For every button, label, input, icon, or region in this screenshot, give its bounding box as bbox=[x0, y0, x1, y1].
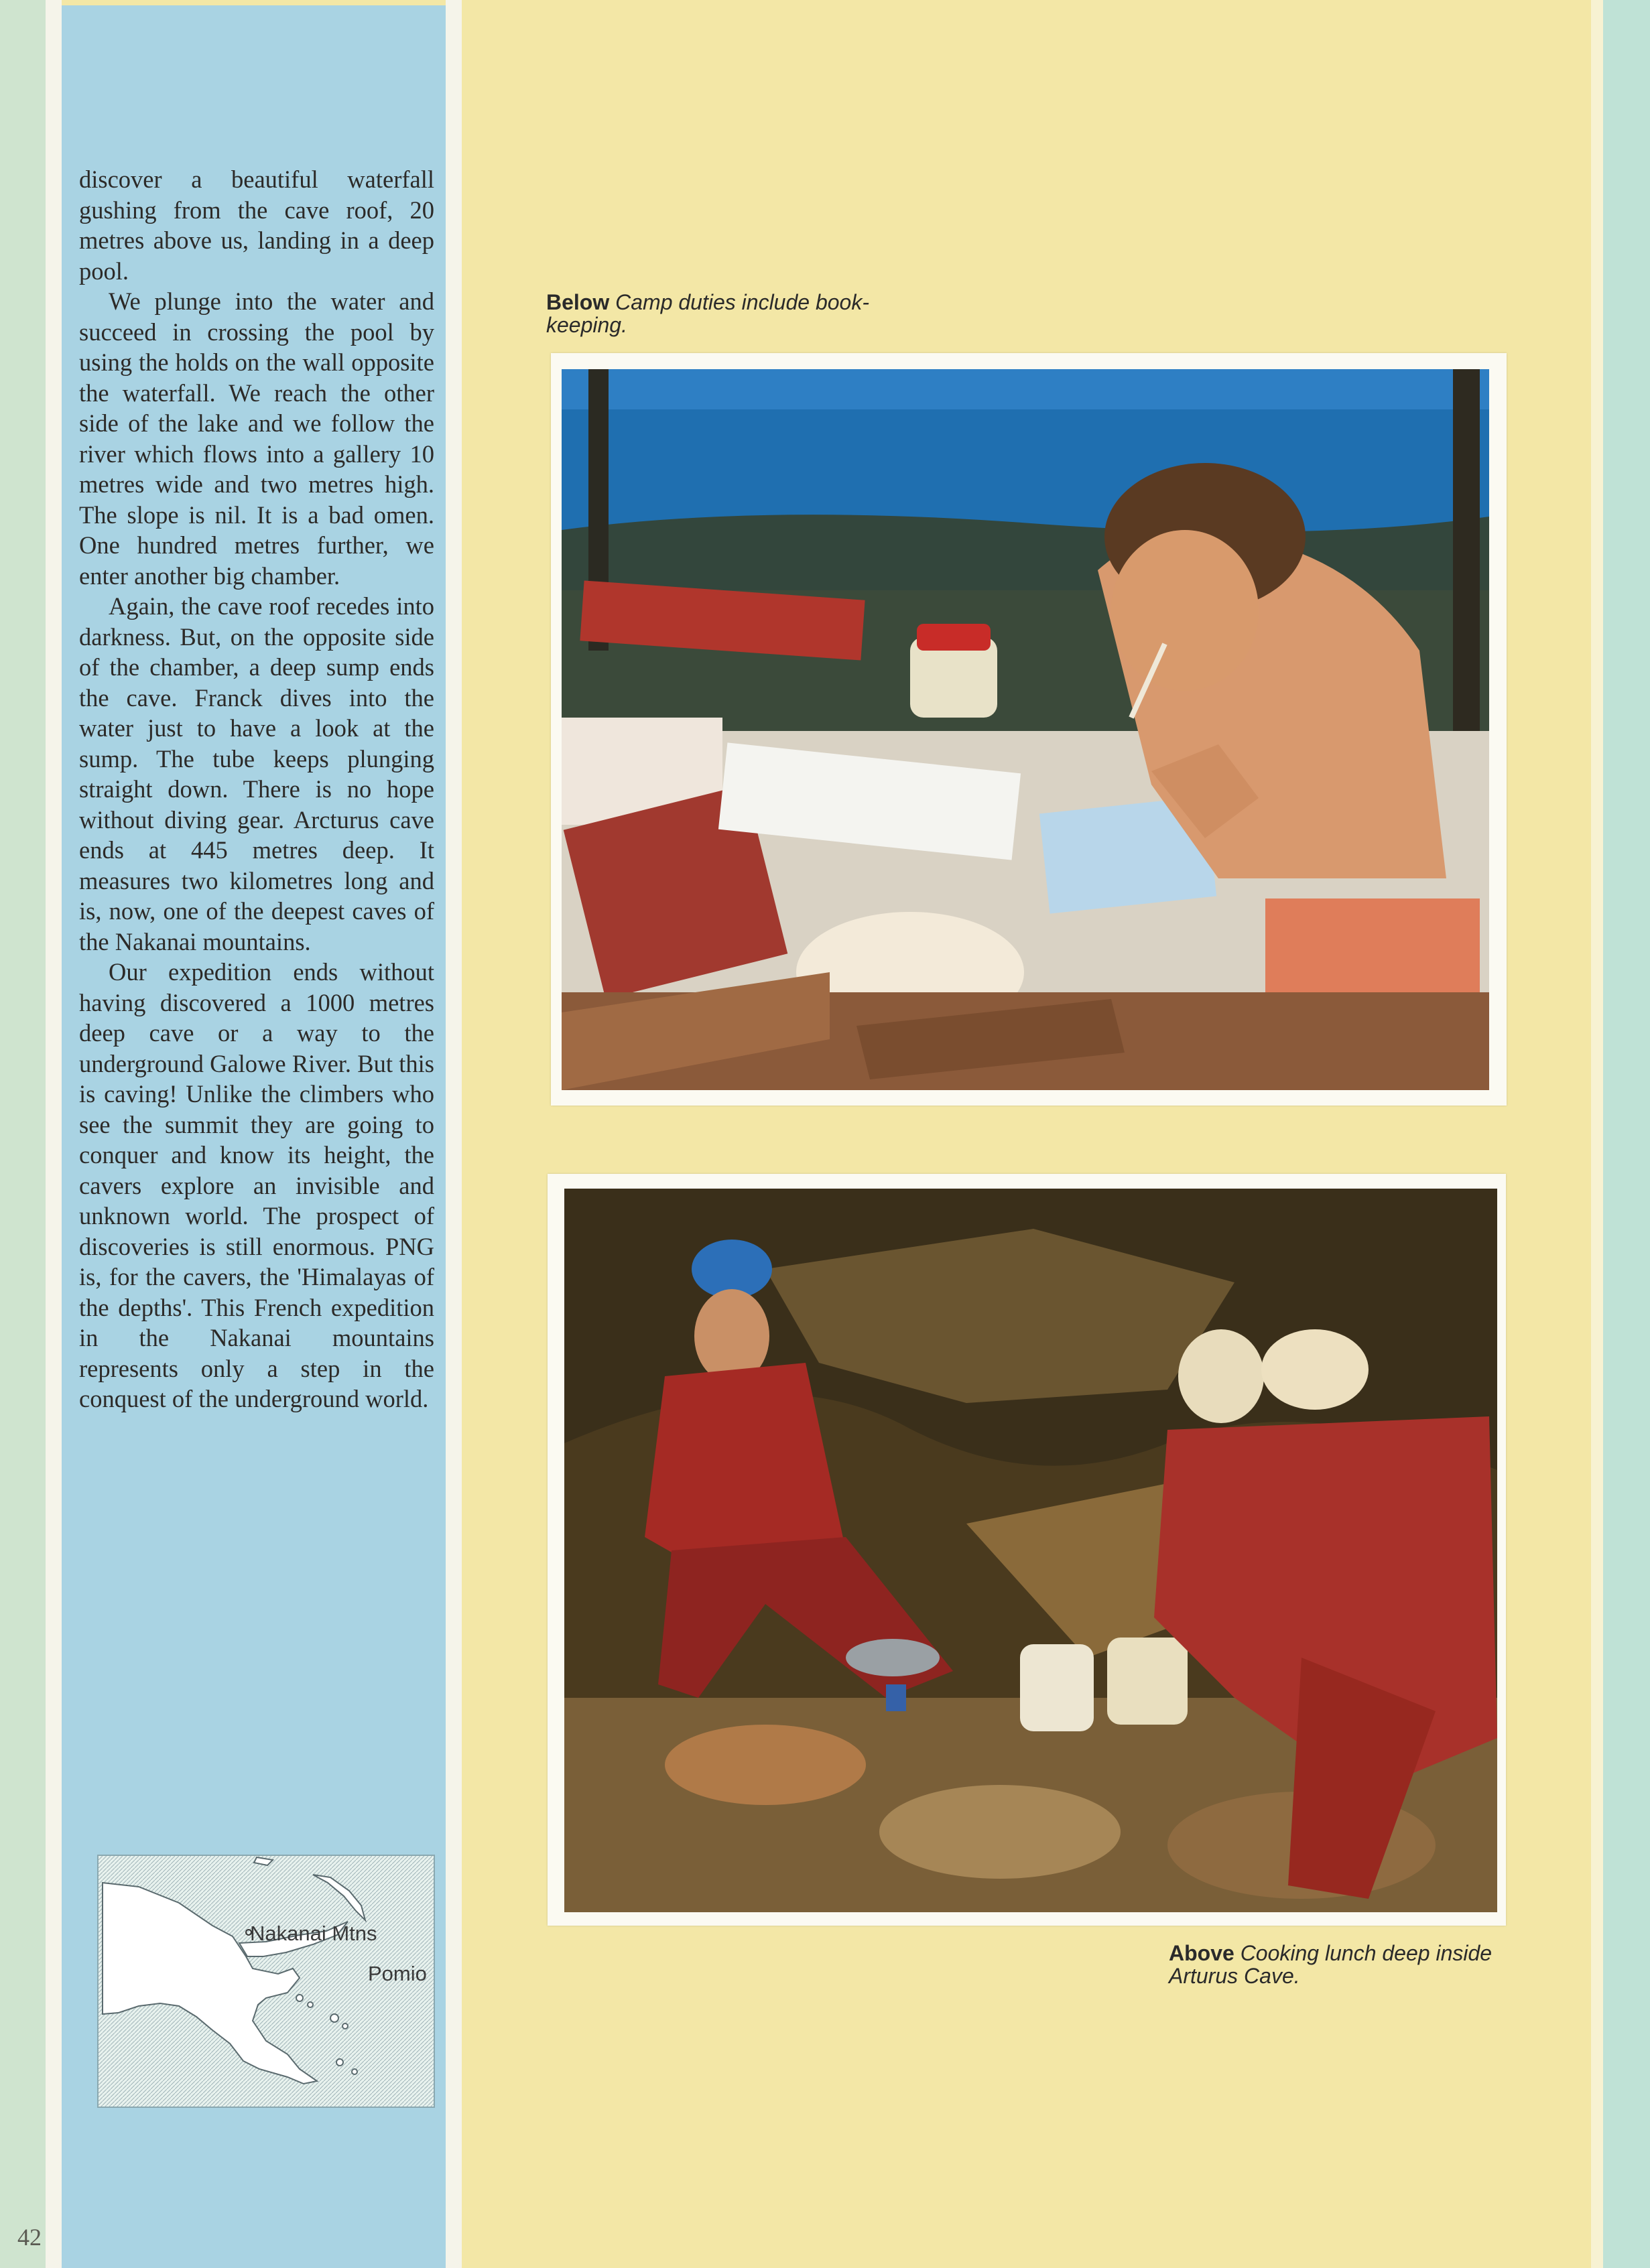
sidebar-divider bbox=[446, 0, 462, 2268]
caption-bottom-text: Cooking lunch deep inside Arturus Cave. bbox=[1169, 1941, 1493, 1988]
caption-top-text: Camp duties include book-keeping. bbox=[546, 290, 869, 337]
caption-top-lead: Below bbox=[546, 290, 610, 314]
map-label-pomio: Pomio bbox=[368, 1962, 427, 1985]
photo-camp-bookkeeping bbox=[562, 369, 1489, 1090]
caption-bottom-photo bbox=[1169, 1942, 1517, 1987]
left-edge-strip bbox=[0, 0, 46, 2268]
paragraph-2: We plunge into the water and succeed in crossing the pool by using the holds on the wall opposite the waterfall. We reach the other side of the lake and we follow the river which flows into a gallery 10 metres wide and two metres high. The slope is nil. It is a bad omen. One hundred metres further, we enter another big chamber. bbox=[79, 287, 434, 590]
paragraph-3: Again, the cave roof recedes into darkness. But, on the opposite side of the chamber, a deep sump ends the cave. Franck dives into the water just to have a look at the sump. The tube keeps plunging straight down. There is no hope without diving gear. Arcturus cave ends at 445 metres deep. It measures two kilometres long and is, now, one of the deepest caves of the Nakanai mountains. bbox=[79, 592, 434, 955]
caption-top-photo bbox=[546, 291, 895, 336]
right-edge-strip bbox=[1603, 0, 1650, 2268]
map-label-nakanai: Nakanai Mtns bbox=[250, 1922, 377, 1945]
right-margin bbox=[1591, 0, 1603, 2268]
paragraph-1: discover a beautiful waterfall gushing from the cave roof, 20 metres above us, landing in a deep pool. bbox=[79, 165, 434, 285]
left-white-margin bbox=[46, 0, 62, 2268]
paragraph-4: Our expedition ends without having discovered a 1000 metres deep cave or a way to the underground Galowe River. But this is caving! Unlike the climbers who see the summit they are going to conquer and know its height, the cavers explore an invisible and unknown world. The prospect of discoveries is still enormous. PNG is, for the cavers, the 'Himalayas of the depths'. This French expedition in the Nakanai mountains represents only a step in the conquest of the underground world. bbox=[79, 958, 434, 1412]
location-map bbox=[97, 1855, 435, 2108]
cave-photo-illustration bbox=[564, 1189, 1497, 1912]
caption-bottom-lead: Above bbox=[1169, 1941, 1234, 1965]
page-number: 42 bbox=[17, 2224, 42, 2251]
article-body bbox=[79, 164, 434, 1414]
photo-cave-lunch bbox=[564, 1189, 1497, 1912]
camp-photo-illustration bbox=[562, 369, 1489, 1090]
